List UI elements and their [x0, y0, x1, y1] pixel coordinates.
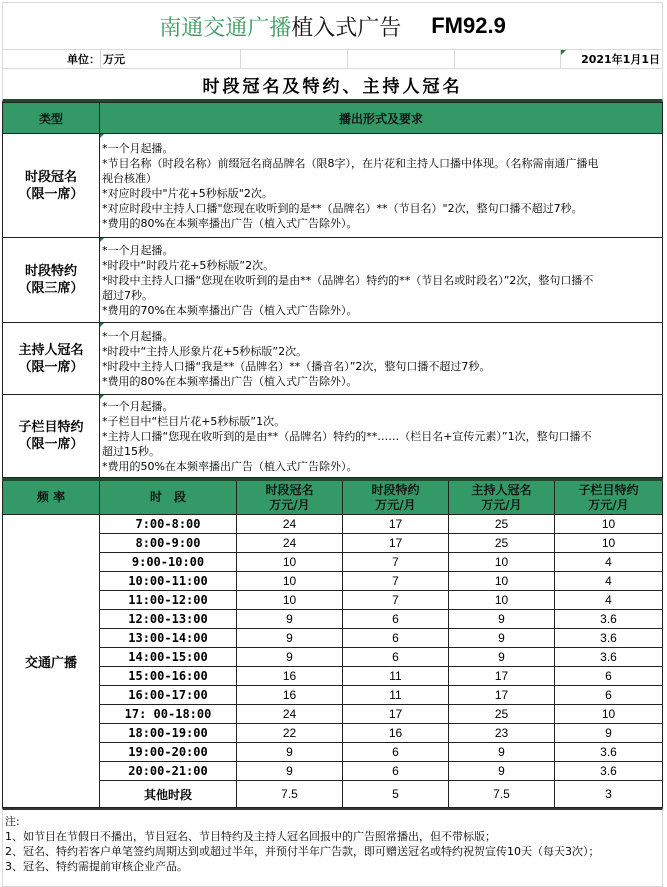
- description-line: *时段中“时段片花+5秒标版”2次。: [102, 258, 275, 272]
- header-price-col: [343, 480, 449, 515]
- price-value: 5: [343, 781, 449, 808]
- column-unit: 万元/月: [375, 497, 416, 512]
- title-product: 植入式广告: [291, 15, 402, 41]
- empty-cell: [455, 50, 561, 68]
- time-slot: 15:00-16:00: [100, 667, 237, 686]
- types-table: [2, 102, 663, 478]
- time-slot: 9:00-10:00: [100, 553, 237, 572]
- type-row: [3, 395, 663, 478]
- price-value: 6: [343, 648, 449, 667]
- section-title: 时段冠名及特约、主持人冠名: [2, 69, 663, 102]
- type-name: 时段特约: [24, 264, 77, 279]
- description-line: 视台核准）: [102, 171, 157, 185]
- type-name-cell: [3, 238, 100, 323]
- price-value: 9: [555, 724, 663, 743]
- type-name: 主持人冠名: [18, 342, 84, 358]
- price-value: 6: [343, 743, 449, 762]
- price-value: 9: [449, 648, 555, 667]
- price-value: 10: [449, 553, 555, 572]
- empty-cell: [348, 50, 455, 68]
- comment-marker-icon: [100, 134, 104, 138]
- price-row: [3, 629, 663, 648]
- price-row: [3, 515, 663, 534]
- price-row: [3, 686, 663, 705]
- description-line: *一个月起播。: [102, 329, 174, 343]
- date: 2021年1月1日: [581, 53, 660, 66]
- price-value: 17: [343, 705, 449, 724]
- price-value: 17: [343, 534, 449, 553]
- type-name: 时段冠名: [24, 169, 77, 185]
- price-value: 9: [449, 610, 555, 629]
- description-line: *一个月起播。: [102, 141, 174, 155]
- price-value: 3.6: [555, 743, 663, 762]
- description-line: *费用的80%在本频率播出广告（植入式广告除外）。: [102, 374, 358, 388]
- price-row-other: [3, 781, 663, 808]
- price-value: 6: [343, 629, 449, 648]
- price-value: 23: [449, 724, 555, 743]
- description-line: *对应时段中"片花+5秒标版"2次。: [102, 186, 273, 200]
- date-cell: [561, 50, 662, 68]
- time-slot: 16:00-17:00: [100, 686, 237, 705]
- description-line: *子栏目中“栏目片花+5秒标版”1次。: [102, 414, 286, 428]
- type-description: [100, 323, 663, 395]
- type-limit: （限一席）: [18, 437, 84, 452]
- unit-value: 万元: [103, 53, 125, 66]
- price-value: 24: [237, 534, 343, 553]
- price-value: 6: [343, 610, 449, 629]
- type-limit: （限一席）: [18, 359, 84, 375]
- price-row: [3, 743, 663, 762]
- price-value: 4: [555, 591, 663, 610]
- column-name: 时段特约: [371, 482, 420, 497]
- price-value: 6: [343, 762, 449, 781]
- empty-cell: [241, 50, 348, 68]
- description-line: *费用的50%在本频率播出广告（植入式广告除外）。: [102, 459, 358, 473]
- price-value: 10: [449, 591, 555, 610]
- price-value: 10: [237, 572, 343, 591]
- price-value: 9: [237, 629, 343, 648]
- comment-marker-icon: [100, 395, 104, 399]
- price-value: 25: [449, 705, 555, 724]
- price-row: [3, 724, 663, 743]
- price-value: 4: [555, 553, 663, 572]
- type-limit: （限一席）: [18, 186, 84, 202]
- column-name: 时段冠名: [265, 482, 314, 497]
- price-value: 3.6: [555, 610, 663, 629]
- type-description: [100, 134, 663, 238]
- description-line: *一个月起播。: [102, 243, 174, 257]
- price-value: 3.6: [555, 648, 663, 667]
- time-slot: 19:00-20:00: [100, 743, 237, 762]
- price-value: 10: [555, 515, 663, 534]
- description-line: *一个月起播。: [102, 399, 174, 413]
- column-name: 主持人冠名: [471, 482, 532, 497]
- time-slot-other: 其他时段: [100, 781, 237, 808]
- price-value: 3.6: [555, 629, 663, 648]
- header-price-col: [555, 480, 663, 515]
- time-slot: 7:00-8:00: [100, 515, 237, 534]
- price-value: 7: [343, 591, 449, 610]
- column-name: 子栏目特约: [578, 482, 639, 497]
- title-row: [2, 2, 663, 50]
- price-value: 17: [449, 686, 555, 705]
- column-unit: 万元/月: [269, 497, 310, 512]
- price-value: 10: [449, 572, 555, 591]
- title-frequency: FM92.9: [431, 13, 506, 38]
- price-row: [3, 762, 663, 781]
- type-name-cell: [3, 134, 100, 238]
- price-value: 6: [555, 667, 663, 686]
- type-row: [3, 238, 663, 323]
- time-slot: 20:00-21:00: [100, 762, 237, 781]
- description-line: *节目名称（时段名称）前缀冠名商品牌名（限8字），在片花和主持人口播中体现。（名称需南通广播电: [102, 156, 599, 170]
- column-unit: 万元/月: [481, 497, 522, 512]
- price-row: [3, 553, 663, 572]
- price-value: 10: [237, 553, 343, 572]
- price-value: 7: [343, 553, 449, 572]
- price-value: 7.5: [449, 781, 555, 808]
- time-slot: 13:00-14:00: [100, 629, 237, 648]
- header-frequency: 频 率: [3, 480, 100, 515]
- description-line: 超过15秒。: [102, 444, 160, 458]
- price-value: 7.5: [237, 781, 343, 808]
- price-value: 10: [555, 534, 663, 553]
- unit-label: 单位：: [67, 53, 100, 66]
- time-slot: 11:00-12:00: [100, 591, 237, 610]
- price-value: 9: [449, 629, 555, 648]
- price-value: 22: [237, 724, 343, 743]
- price-value: 6: [555, 686, 663, 705]
- unit-row: [2, 50, 663, 69]
- types-header-row: [3, 103, 663, 134]
- comment-marker-icon: [561, 50, 566, 55]
- comment-marker-icon: [100, 323, 104, 327]
- price-row: [3, 648, 663, 667]
- type-name-cell: [3, 395, 100, 478]
- type-description: [100, 395, 663, 478]
- notes-label: 注:: [5, 815, 20, 828]
- column-unit: 万元/月: [588, 497, 629, 512]
- price-row: [3, 667, 663, 686]
- note-item: 1、如节目在节假日不播出，节目冠名、节目特约及主持人冠名回报中的广告照常播出，但不带标版；: [5, 830, 496, 843]
- type-limit: （限三席）: [18, 281, 84, 296]
- spreadsheet: [2, 2, 663, 887]
- time-slot: 8:00-9:00: [100, 534, 237, 553]
- time-slot: 10:00-11:00: [100, 572, 237, 591]
- description-line: *时段中“主持人形象片花+5秒标版”2次。: [102, 344, 308, 358]
- price-body: [3, 515, 663, 808]
- price-row: [3, 591, 663, 610]
- header-format: 播出形式及要求: [100, 103, 663, 134]
- time-slot: 18:00-19:00: [100, 724, 237, 743]
- price-value: 3.6: [555, 762, 663, 781]
- notes: [2, 808, 663, 887]
- price-value: 16: [237, 686, 343, 705]
- unit-label-cell: [3, 50, 101, 68]
- description-line: *时段中主持人口播“您现在收听到的是由**（品牌名）特约的**（节目名或时段名）”2次，整句口播不: [102, 273, 594, 287]
- price-value: 9: [237, 610, 343, 629]
- price-value: 10: [237, 591, 343, 610]
- time-slot: 17: 00-18:00: [100, 705, 237, 724]
- description-line: *费用的70%在本频率播出广告（植入式广告除外）。: [102, 303, 358, 317]
- price-header-row: [3, 480, 663, 515]
- comment-marker-icon: [100, 238, 104, 242]
- price-value: 17: [343, 515, 449, 534]
- price-row: [3, 705, 663, 724]
- note-item: 2、冠名、特约若客户单笔签约周期达到或超过半年，并预付半年广告款，即可赠送冠名或特约祝贺宣传10天（每天3次）；: [5, 845, 600, 858]
- price-value: 9: [449, 762, 555, 781]
- price-row: [3, 572, 663, 591]
- price-value: 11: [343, 686, 449, 705]
- note-item: 3、冠名、特约需提前审核企业产品。: [5, 860, 188, 873]
- time-slot: 14:00-15:00: [100, 648, 237, 667]
- price-value: 10: [555, 705, 663, 724]
- type-name: 子栏目特约: [18, 420, 84, 435]
- description-line: *对应时段中主持人口播"您现在收听到的是**（品牌名）**（节目名）"2次，整句口播不超过7秒。: [102, 201, 583, 215]
- price-value: 25: [449, 515, 555, 534]
- price-value: 16: [237, 667, 343, 686]
- channel-cell: 交通广播: [3, 515, 100, 808]
- type-description: [100, 238, 663, 323]
- price-value: 11: [343, 667, 449, 686]
- price-value: 24: [237, 705, 343, 724]
- price-table: [2, 478, 663, 808]
- description-line: *时段中主持人口播“我是**（品牌名）**（播音名）”2次，整句口播不超过7秒。: [102, 359, 491, 373]
- price-value: 4: [555, 572, 663, 591]
- description-line: *主持人口播“您现在收听到的是由**（品牌名）特约的**……（栏目名+宣传元素）”1次，整句口播不: [102, 429, 592, 443]
- price-value: 16: [343, 724, 449, 743]
- type-row: [3, 134, 663, 238]
- price-value: 24: [237, 515, 343, 534]
- price-value: 9: [237, 762, 343, 781]
- price-row: [3, 534, 663, 553]
- price-value: 9: [449, 743, 555, 762]
- header-type: 类型: [3, 103, 100, 134]
- description-line: 超过7秒。: [102, 288, 153, 302]
- type-row: [3, 323, 663, 395]
- price-value: 3: [555, 781, 663, 808]
- header-price-col: [449, 480, 555, 515]
- price-value: 7: [343, 572, 449, 591]
- header-price-col: [237, 480, 343, 515]
- description-line: *费用的80%在本频率播出广告（植入式广告除外）。: [102, 216, 358, 230]
- header-slot: 时 段: [100, 480, 237, 515]
- price-value: 17: [449, 667, 555, 686]
- price-value: 25: [449, 534, 555, 553]
- unit-value-cell: [101, 50, 241, 68]
- price-value: 9: [237, 648, 343, 667]
- time-slot: 12:00-13:00: [100, 610, 237, 629]
- price-row: [3, 610, 663, 629]
- title-station: 南通交通广播: [159, 15, 292, 41]
- type-name-cell: [3, 323, 100, 395]
- price-value: 9: [237, 743, 343, 762]
